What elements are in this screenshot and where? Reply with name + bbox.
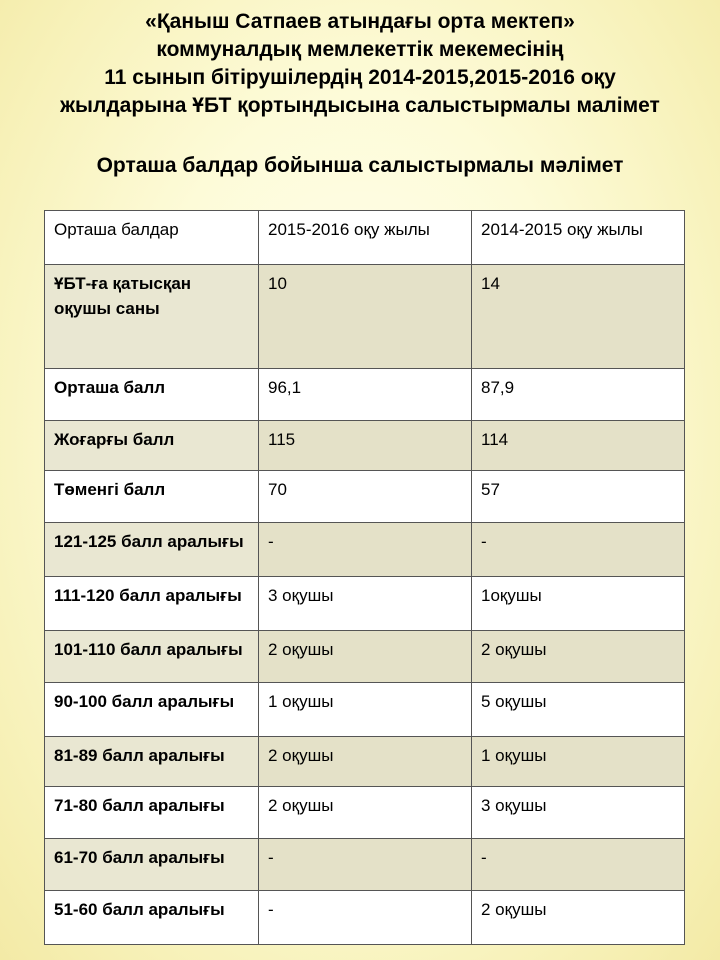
cell-2014-2015: 2 оқушы <box>472 891 685 945</box>
table-row <box>45 839 685 891</box>
cell-2015-2016: - <box>259 523 472 577</box>
cell-2014-2015: - <box>472 839 685 891</box>
table-row <box>45 421 685 471</box>
cell-2015-2016: - <box>259 839 472 891</box>
table-row <box>45 577 685 631</box>
cell-2014-2015: 87,9 <box>472 369 685 421</box>
title-line-1: «Қаныш Сатпаев атындағы орта мектеп» <box>145 10 575 33</box>
table-row <box>45 523 685 577</box>
cell-2015-2016: 115 <box>259 421 472 471</box>
table-row <box>45 265 685 369</box>
row-label: Жоғарғы балл <box>45 421 259 471</box>
header-cell: 2015-2016 оқу жылы <box>259 211 472 265</box>
table-row <box>45 891 685 945</box>
row-label: 121-125 балл аралығы <box>45 523 259 577</box>
cell-2014-2015: 1 оқушы <box>472 737 685 787</box>
header-cell: Орташа балдар <box>45 211 259 265</box>
row-label: 111-120 балл аралығы <box>45 577 259 631</box>
row-label: 81-89 балл аралығы <box>45 737 259 787</box>
row-label: 51-60 балл аралығы <box>45 891 259 945</box>
cell-2015-2016: 10 <box>259 265 472 369</box>
table-row <box>45 787 685 839</box>
title-line-2: коммуналдық мемлекеттік мекемесінің <box>156 38 564 61</box>
cell-2014-2015: - <box>472 523 685 577</box>
page-title <box>0 8 720 120</box>
cell-2015-2016: - <box>259 891 472 945</box>
cell-2015-2016: 70 <box>259 471 472 523</box>
comparison-table <box>44 210 685 945</box>
table-row <box>45 471 685 523</box>
table-row <box>45 369 685 421</box>
cell-2014-2015: 14 <box>472 265 685 369</box>
table-row <box>45 737 685 787</box>
table-header-row <box>45 211 685 265</box>
row-label: 90-100 балл аралығы <box>45 683 259 737</box>
row-label: Орташа балл <box>45 369 259 421</box>
row-label: ҰБТ-ға қатысқан оқушы саны <box>45 265 259 369</box>
table-row <box>45 631 685 683</box>
row-label: 71-80 балл аралығы <box>45 787 259 839</box>
cell-2015-2016: 2 оқушы <box>259 631 472 683</box>
cell-2015-2016: 2 оқушы <box>259 737 472 787</box>
title-line-4: жылдарына ҰБТ қортындысына салыстырмалы малімет <box>60 94 660 117</box>
row-label: 61-70 балл аралығы <box>45 839 259 891</box>
cell-2014-2015: 57 <box>472 471 685 523</box>
cell-2014-2015: 5 оқушы <box>472 683 685 737</box>
table-row <box>45 683 685 737</box>
cell-2014-2015: 2 оқушы <box>472 631 685 683</box>
title-line-3: 11 сынып бітірушілердің 2014-2015,2015-2016 оқу <box>104 66 616 89</box>
cell-2014-2015: 114 <box>472 421 685 471</box>
cell-2014-2015: 1оқушы <box>472 577 685 631</box>
page-subtitle: Орташа балдар бойынша салыстырмалы мәлімет <box>96 154 624 177</box>
header-cell: 2014-2015 оқу жылы <box>472 211 685 265</box>
cell-2015-2016: 96,1 <box>259 369 472 421</box>
row-label: 101-110 балл аралығы <box>45 631 259 683</box>
cell-2015-2016: 3 оқушы <box>259 577 472 631</box>
cell-2015-2016: 1 оқушы <box>259 683 472 737</box>
row-label: Төменгі балл <box>45 471 259 523</box>
cell-2014-2015: 3 оқушы <box>472 787 685 839</box>
cell-2015-2016: 2 оқушы <box>259 787 472 839</box>
